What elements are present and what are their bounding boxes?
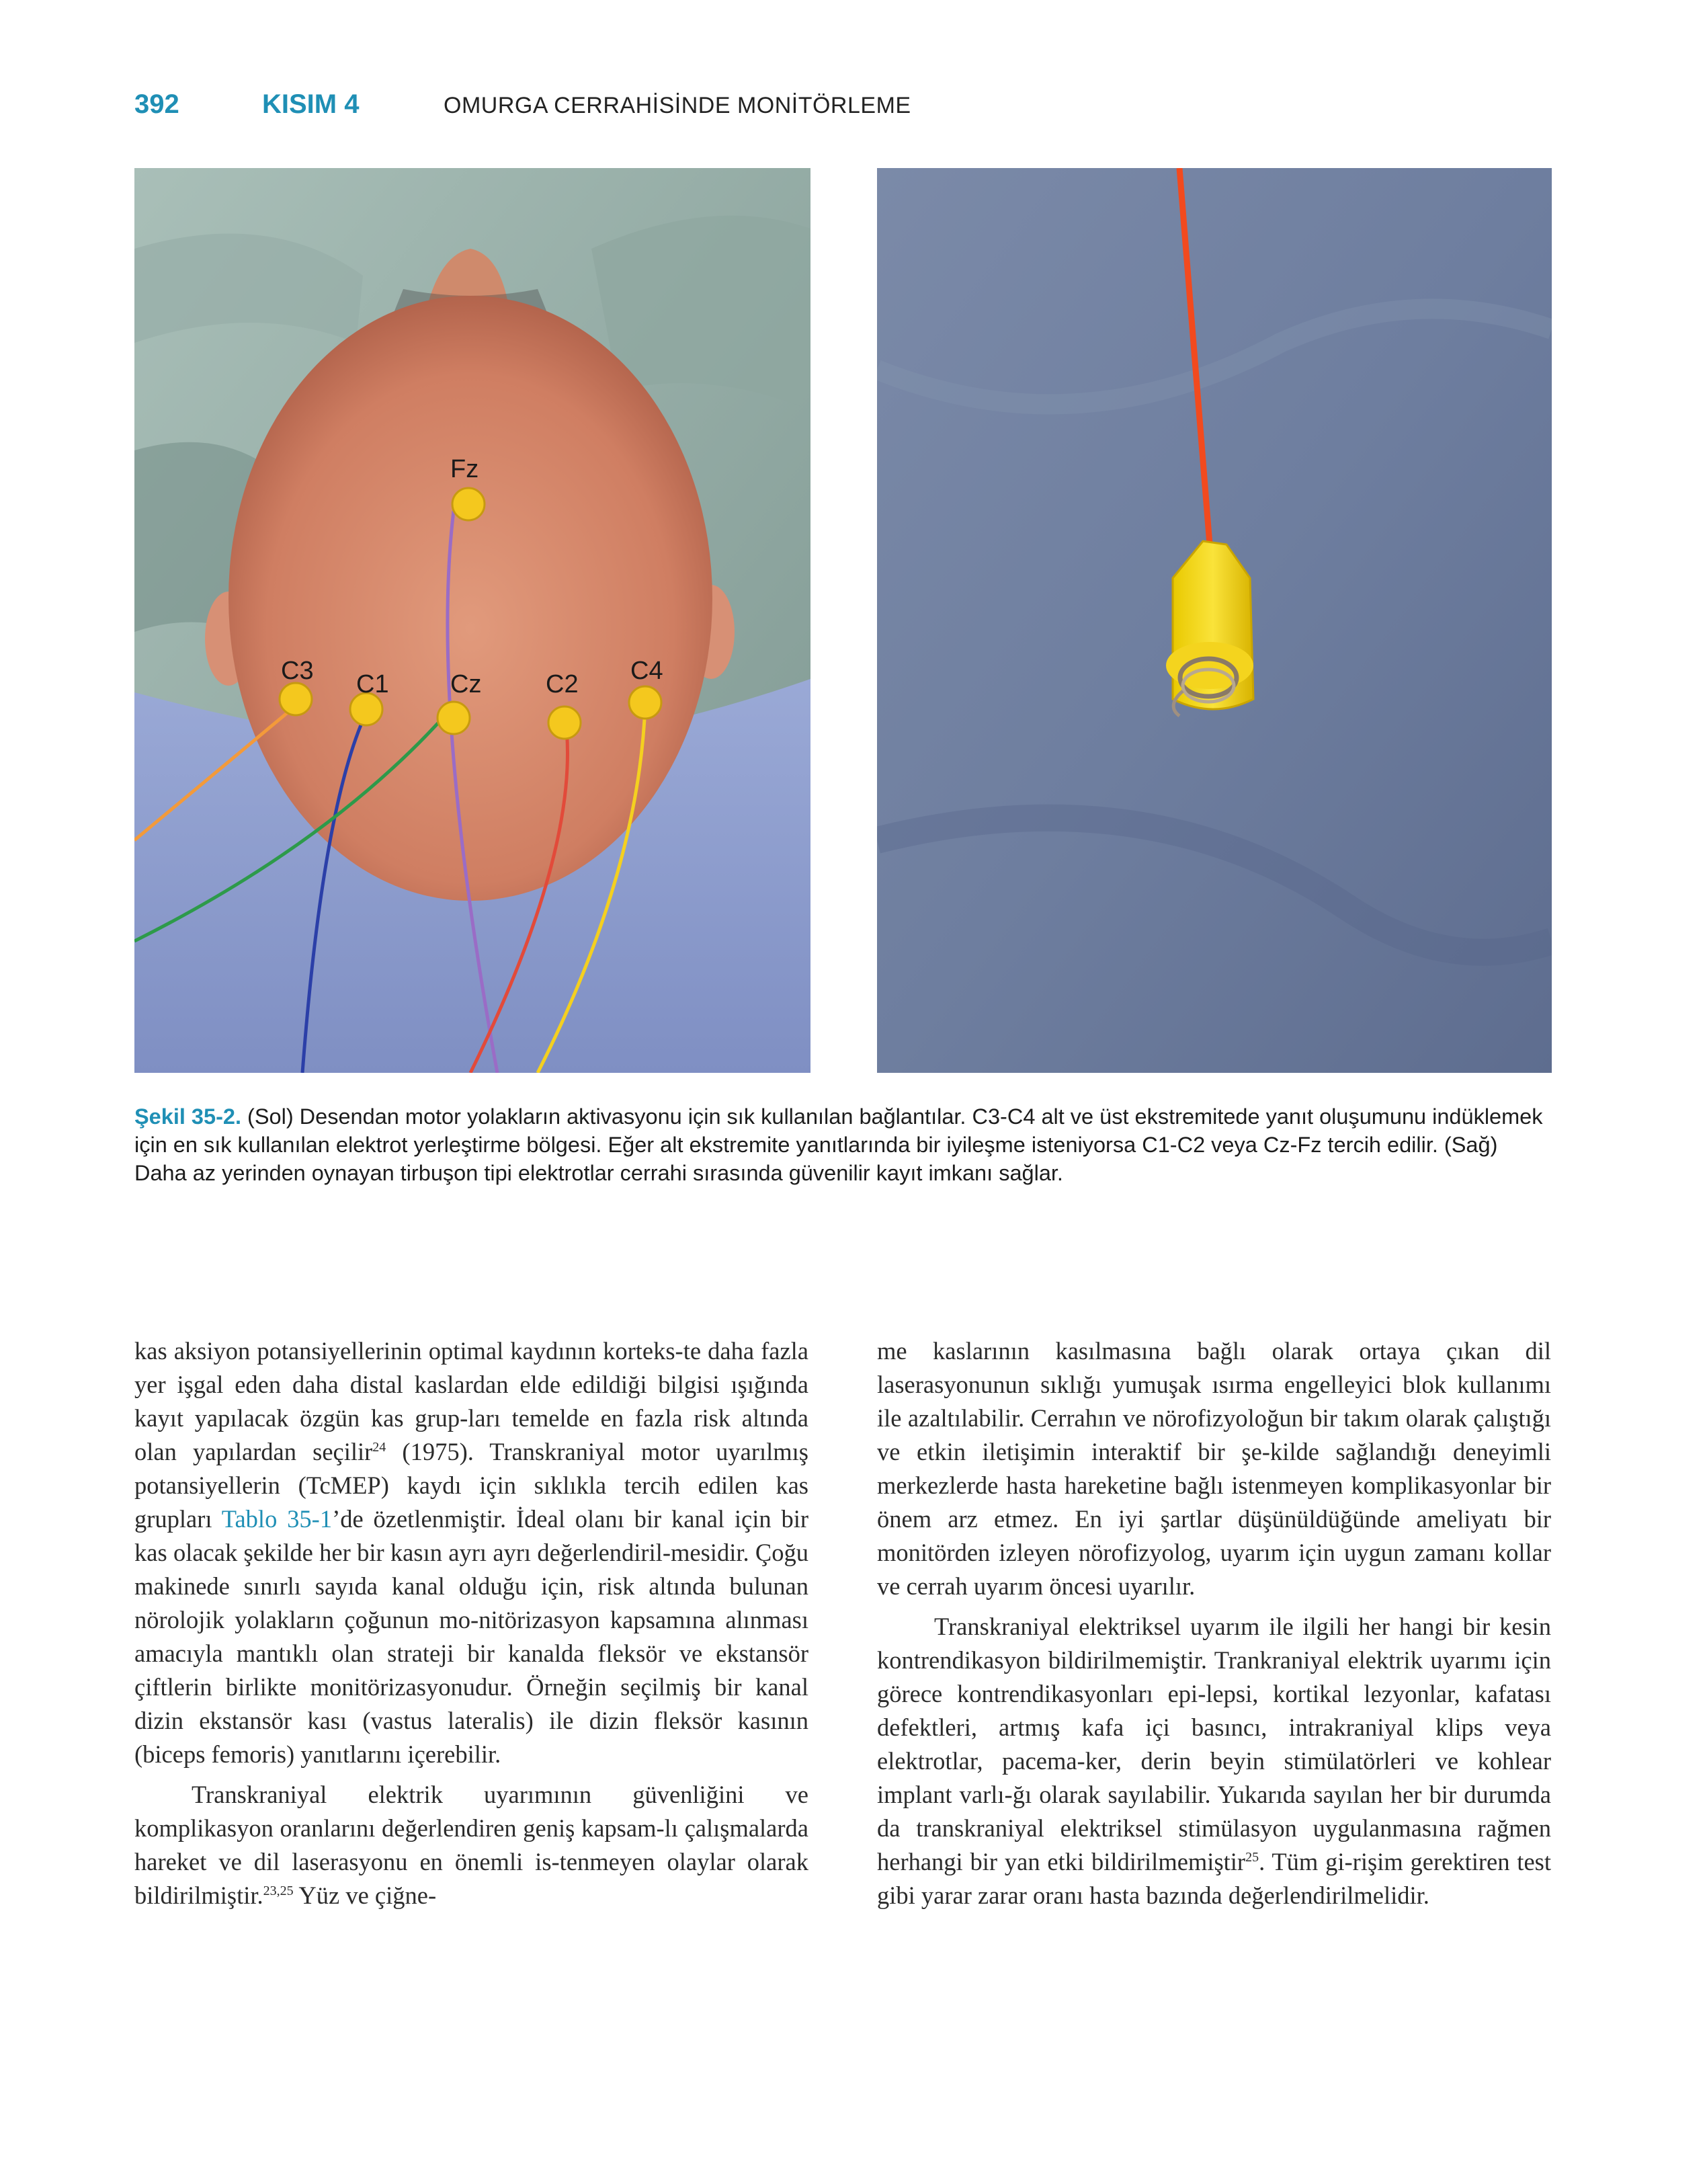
running-header (134, 89, 911, 130)
label-c3: C3 (281, 657, 314, 685)
electrode-cz (438, 702, 470, 734)
paragraph: Transkraniyal elektriksel uyarım ile ilgili her hangi bir kesin kontrendikasyon bildirilmemiştir. Trankraniyal elektrik uyarımı için görece kontrendikasyonları epi-lepsi, kortikal lezyonlar, kafatası defektleri, artmış kafa içi basıncı, intrakraniyal klips veya elektrotlar, pacema-ker, derin beyin stimülatörleri ve kohlear implant varlı-ğı olarak sayılabilir. Yukarıda sayılan her bir durumda da transkraniyal elektriksel stimülasyon uygulanmasına rağmen herhangi bir yan etki bildirilmemiştir$^{25}$. Tüm gi-rişim gerektiren test gibi yarar zarar oranı hasta bazında değerlendirilmelidir. (877, 1613, 1551, 1909)
citation-superscript: 24 (372, 1439, 386, 1455)
electrode-c3 (280, 683, 312, 715)
electrode-c2 (548, 706, 581, 739)
paragraph: Transkraniyal elektrik uyarımının güvenliğini ve komplikasyon oranlarını değerlendiren geniş kapsam-lı çalışmalarda hareket ve dil laserasyonu en önemli is-tenmeyen olaylar olarak bildirilmiştir.$^{23,25}$ Yüz ve çiğne- (134, 1781, 808, 1909)
electrode-c4 (629, 686, 661, 719)
caption-text: (Sol) Desendan motor yolakların aktivasyonu için sık kullanılan bağlantılar. C3-C4 alt ve üst ekstremitede yanıt oluşumunu indüklemek için en sık kullanılan elektrot yerleştirme bölgesi. Eğer alt ekstremite yanıtlarında bir iyileşme isteniyorsa C1-C2 veya Cz-Fz tercih edilir. (Sağ) Daha az yerinden oynayan tirbuşon tipi elektrotlar cerrahi sırasında güvenilir kayıt imkanı sağlar. (134, 1104, 1543, 1185)
paragraph: kas aksiyon potansiyellerinin optimal kaydının korteks-te daha fazla yer işgal eden daha distal kaslardan elde edildiği bilgisi ışığında kayıt yapılacak özgün kas grup-ları temelde en fazla risk altında olan yapılardan seçilir$^{24}$ (1975). Transkraniyal motor uyarılmış potansiyellerin (TcMEP) kaydı için sıklıkla tercih edilen kas grupları Tablo 35-1’de özetlenmiştir. İdeal olanı bir kanal için bir kas olacak şekilde her bir kasın ayrı ayrı değerlendiril-mesidir. Çoğu makinede sınırlı sayıda kanal olduğu için, risk altında bulunan nörolojik yolakların çoğunun mo-nitörizasyon kapsamına alınması amacıyla mantıklı olan strateji bir kanalda fleksör ve ekstansör çiftlerin birlikte monitörizasyonudur. Örneğin seçilmiş bir kanal dizin ekstansör kası (vastus lateralis) ile dizin fleksör kasının (biceps femoris) yanıtlarını içerebilir. (134, 1337, 809, 1768)
citation-superscript: 23,25 (263, 1883, 294, 1898)
figure-photo-head-electrodes (134, 168, 810, 1073)
label-cz: Cz (450, 670, 482, 698)
paragraph: me kaslarının kasılmasına bağlı olarak ortaya çıkan dil laserasyonunun sıklığı yumuşak ısırma engelleyici blok kullanımı ile azaltılabilir. Cerrahın ve nörofizyoloğun bir takım olarak çalıştığı ve etkin iletişimin interaktif bir şe-kilde sağlandığı deneyimli merkezlerde hasta hareketine bağlı istenmeyen komplikasyonlar bir önem arz etmez. En iyi şartlar düşünüldüğünde ameliyatı bir monitörden izleyen nörofizyolog, uyarım için uygun zamanı kollar ve cerrah uyarım öncesi uyarılır. (877, 1337, 1551, 1600)
label-fz: Fz (450, 455, 479, 483)
electrode-fz (452, 488, 485, 520)
label-c2: C2 (546, 670, 579, 698)
body-column-right (877, 1334, 1551, 1912)
figure-caption (134, 1102, 1552, 1187)
label-c1: C1 (356, 670, 389, 698)
body-column-left (134, 1334, 808, 1912)
part-label: KISIM 4 (262, 89, 360, 119)
figure-photo-corkscrew-electrode (877, 168, 1552, 1073)
citation-superscript: 25 (1245, 1849, 1259, 1865)
table-reference-link[interactable]: Tablo 35-1 (221, 1505, 333, 1533)
caption-label: Şekil 35-2. (134, 1104, 241, 1129)
label-c4: C4 (630, 657, 663, 685)
page-number: 392 (134, 89, 179, 119)
chapter-title: OMURGA CERRAHİSİNDE MONİTÖRLEME (444, 93, 911, 118)
